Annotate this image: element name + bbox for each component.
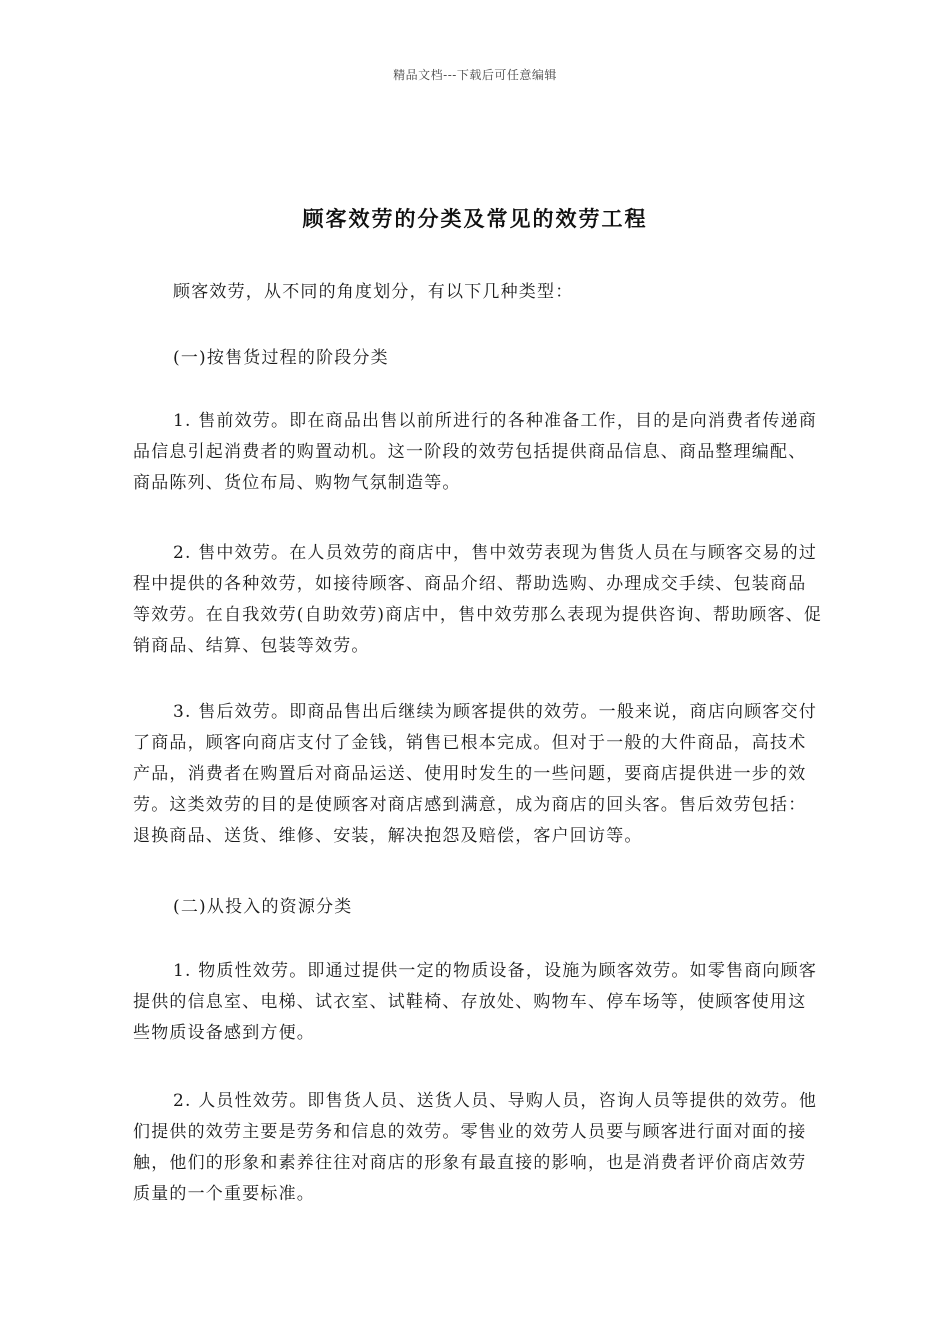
paragraph-pre-sale — [133, 406, 823, 499]
page-header: 精品文档---下载后可任意编辑 — [393, 68, 557, 82]
paragraph-material-service — [133, 956, 823, 1049]
paragraph-material-service-text: 1. 物质性效劳。即通过提供一定的物质设备，设施为顾客效劳。如零售商向顾客提供的信息室、电梯、试衣室、试鞋椅、存放处、购物车、停车场等，使顾客使用这些物质设备感到方便。 — [133, 961, 818, 1043]
paragraph-after-sale-text: 3. 售后效劳。即商品售出后继续为顾客提供的效劳。一般来说，商店向顾客交付了商品，顾客向商店支付了金钱，销售已根本完成。但对于一般的大件商品，高技术产品，消费者在购置后对商品运送、使用时发生的一些问题，要商店提供进一步的效劳。这类效劳的目的是使顾客对商店感到满意，成为商店的回头客。售后效劳包括：退换商品、送货、维修、安装，解决抱怨及赔偿，客户回访等。 — [133, 702, 818, 846]
section-heading-2 — [133, 892, 823, 923]
paragraph-in-sale-text: 2. 售中效劳。在人员效劳的商店中，售中效劳表现为售货人员在与顾客交易的过程中提供的各种效劳，如接待顾客、商品介绍、帮助选购、办理成交手续、包装商品等效劳。在自我效劳(自助效劳)商店中，售中效劳那么表现为提供咨询、帮助顾客、促销商品、结算、包装等效劳。 — [133, 543, 823, 656]
intro-paragraph — [133, 277, 823, 308]
paragraph-personnel-service — [133, 1086, 823, 1210]
document-title: 顾客效劳的分类及常见的效劳工程 — [302, 206, 648, 231]
paragraph-pre-sale-text: 1. 售前效劳。即在商品出售以前所进行的各种准备工作，目的是向消费者传递商品信息引起消费者的购置动机。这一阶段的效劳包括提供商品信息、商品整理编配、商品陈列、货位布局、购物气氛制造等。 — [133, 411, 818, 493]
paragraph-in-sale — [133, 538, 823, 662]
section-heading-1-text: (一)按售货过程的阶段分类 — [173, 348, 389, 368]
section-heading-1 — [133, 343, 823, 374]
intro-text: 顾客效劳，从不同的角度划分，有以下几种类型： — [173, 282, 574, 302]
section-heading-2-text: (二)从投入的资源分类 — [173, 897, 353, 917]
paragraph-after-sale — [133, 697, 823, 852]
paragraph-personnel-service-text: 2. 人员性效劳。即售货人员、送货人员、导购人员，咨询人员等提供的效劳。他们提供的效劳主要是劳务和信息的效劳。零售业的效劳人员要与顾客进行面对面的接触，他们的形象和素养往往对商店的形象有最直接的影响，也是消费者评价商店效劳质量的一个重要标准。 — [133, 1091, 818, 1204]
